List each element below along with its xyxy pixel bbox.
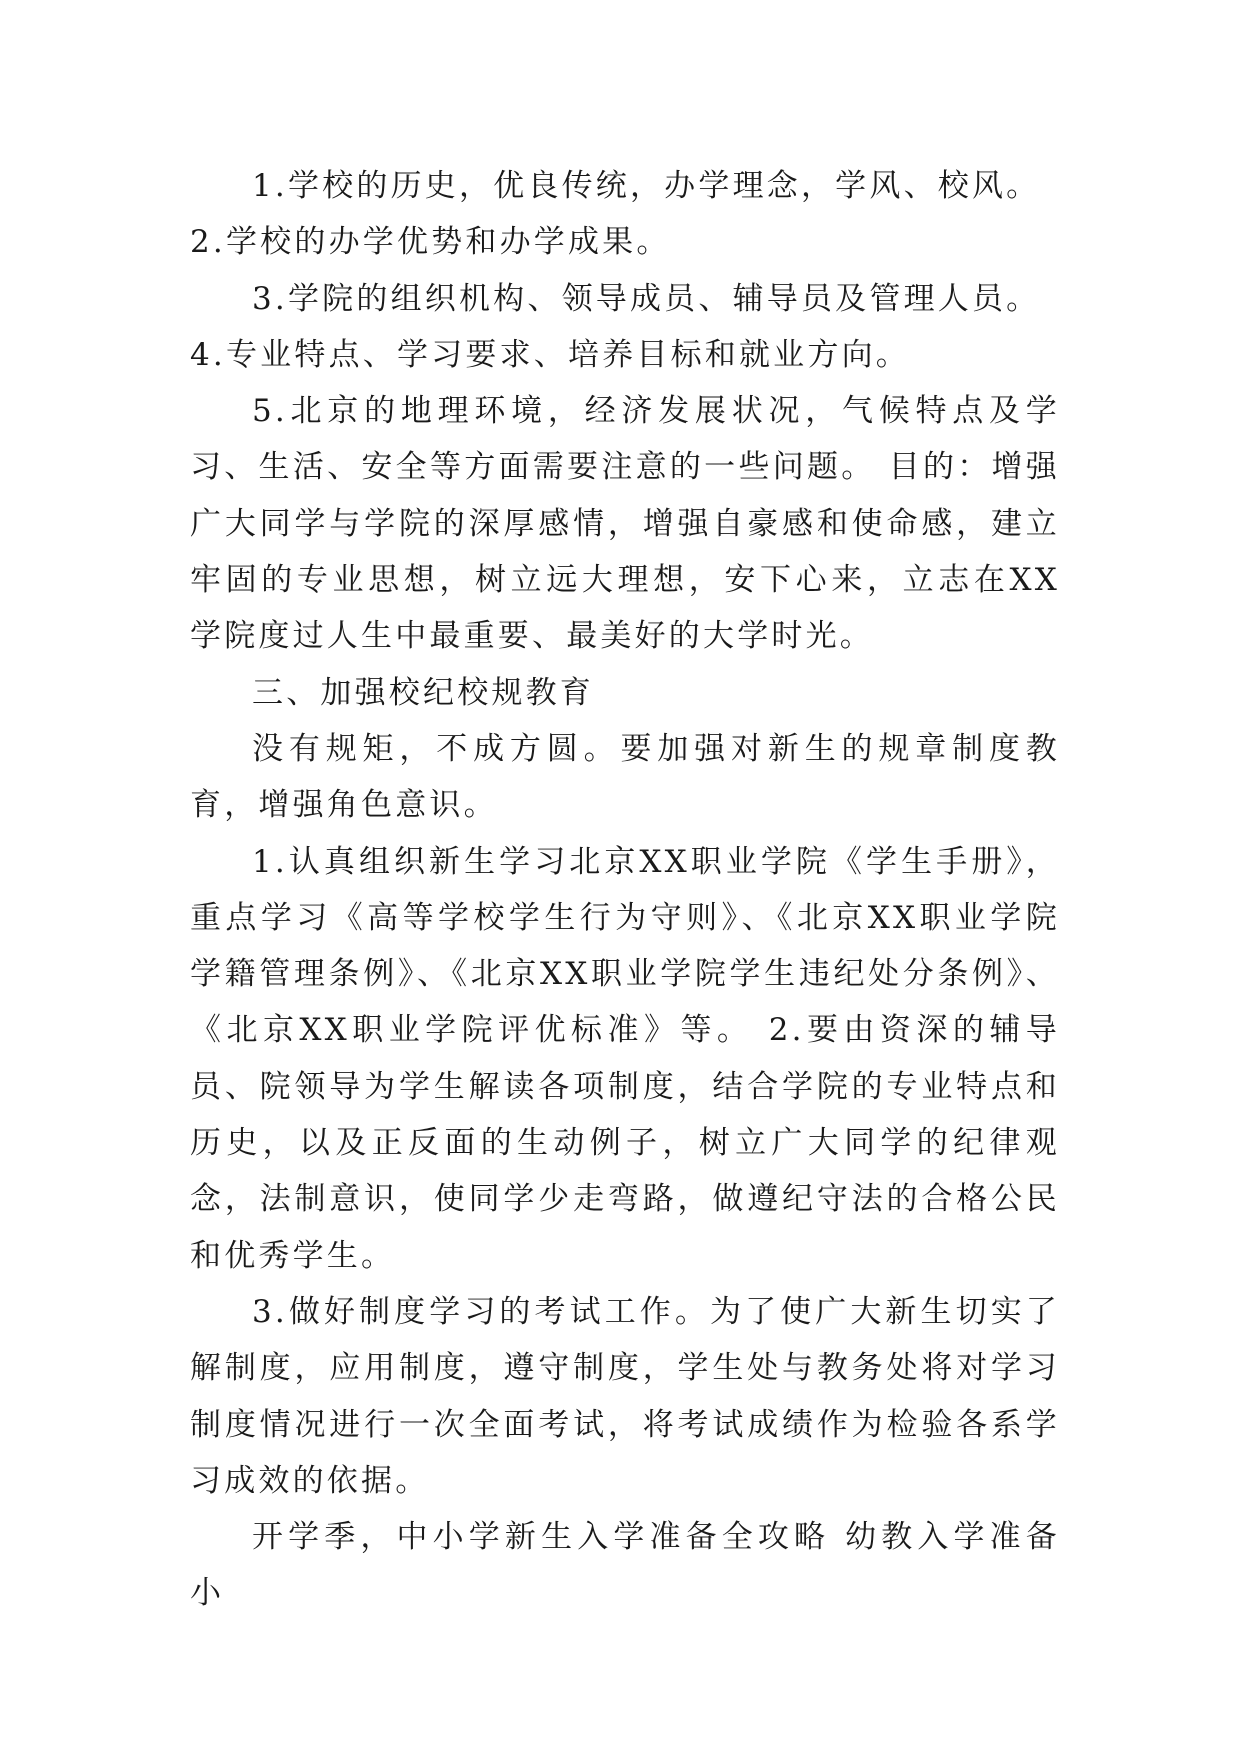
paragraph-item-4-major: 4.专业特点、学习要求、培养目标和就业方向。 <box>190 336 910 373</box>
paragraph-item-3-organization: 3.学院的组织机构、领导成员、辅导员及管理人员。 <box>252 280 1041 317</box>
paragraph-rules-study: 1.认真组织新生学习北京XX职业学院《学生手册》，重点学习《高等学校学生行为守则》、《北京XX职业学院学籍管理条例》、《北京XX职业学院学生违纪处分条例》、《北京XX职业学院评优标准》等。 2.要由资深的辅导员、院领导为学生解读各项制度，结合学院的专业特点和历史，以及正反面的生动例子，树立广大同学的纪律观念，法制意识，使同学少走弯路，做遵纪守法的合格公民和优秀学生。 <box>190 843 1060 1274</box>
paragraph-school-season: 开学季，中小学新生入学准备全攻略 幼教入学准备 小 <box>190 1519 1060 1612</box>
document-page <box>190 158 1060 1622</box>
paragraph-item-2-achievements: 2.学校的办学优势和办学成果。 <box>190 224 671 261</box>
paragraph-rules-exam: 3.做好制度学习的考试工作。为了使广大新生切实了解制度，应用制度，遵守制度，学生处与教务处将对学习制度情况进行一次全面考试，将考试成绩作为检验各系学习成效的依据。 <box>190 1293 1060 1499</box>
section-heading-discipline: 三、加强校纪校规教育 <box>252 674 594 711</box>
paragraph-rules-intro: 没有规矩，不成方圆。要加强对新生的规章制度教育，增强角色意识。 <box>190 730 1060 824</box>
paragraph-item-1-history: 1.学校的历史，优良传统，办学理念，学风、校风。 <box>252 168 1041 204</box>
paragraph-item-5-beijing: 5.北京的地理环境，经济发展状况，气候特点及学习、生活、安全等方面需要注意的一些问题。 目的：增强广大同学与学院的深厚感情，增强自豪感和使命感，建立牢固的专业思想，树立远大理想，安下心来，立志在XX学院度过人生中最重要、最美好的大学时光。 <box>190 393 1060 655</box>
